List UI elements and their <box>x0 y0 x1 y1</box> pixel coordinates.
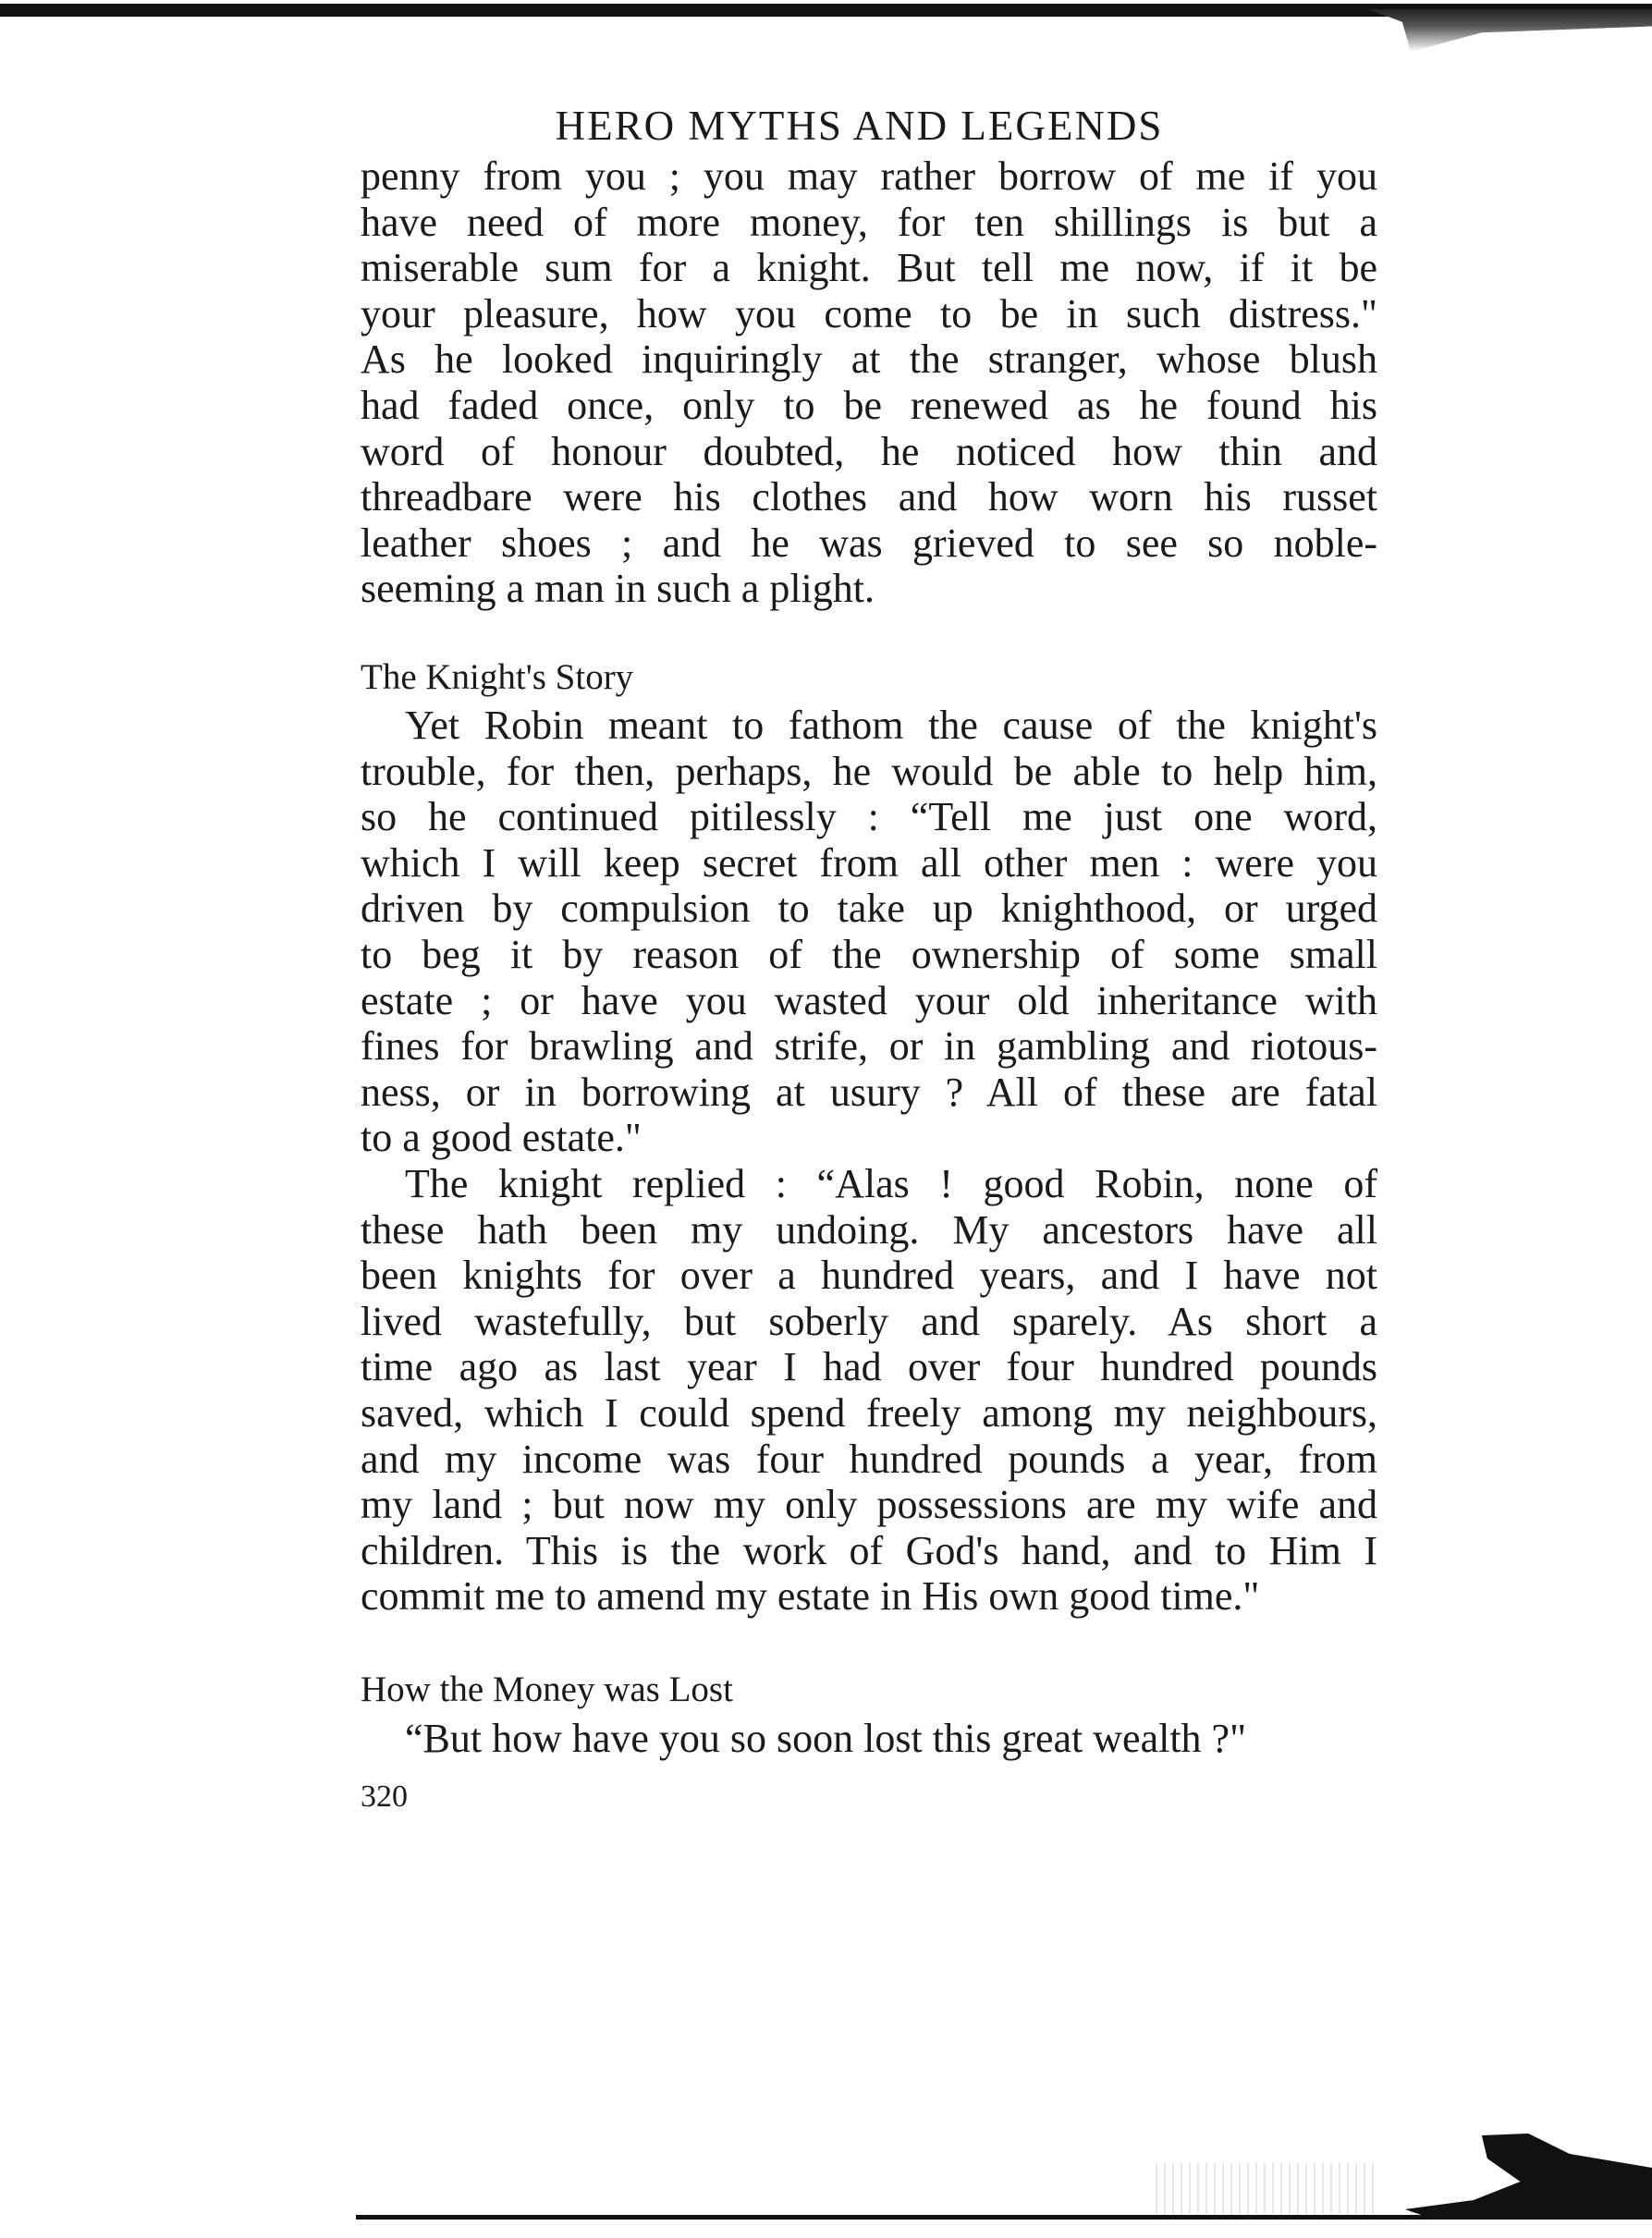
text-line: so he continued pitilessly : “Tell me just one word, <box>361 794 1377 840</box>
text-line: As he looked inquiringly at the stranger, whose blush <box>361 336 1377 383</box>
paragraph-2 <box>361 703 1377 1161</box>
text-line: estate ; or have you wasted your old inheritance with <box>361 977 1377 1023</box>
text-line: seeming a man in such a plight. <box>361 566 875 612</box>
text-line: time ago as last year I had over four hundred pounds <box>361 1344 1377 1390</box>
text-line: your pleasure, how you come to be in such distress." <box>361 290 1377 336</box>
text-line: to a good estate." <box>361 1115 642 1161</box>
scan-shadow-top <box>1368 9 1652 52</box>
scan-noise <box>1156 2163 1377 2214</box>
text-line: miserable sum for a knight. But tell me now, if it be <box>361 245 1377 291</box>
text-line: leather shoes ; and he was grieved to see so noble- <box>361 520 1377 566</box>
text-line: to beg it by reason of the ownership of some small <box>361 931 1377 977</box>
text-line: driven by compulsion to take up knighthood, or urged <box>361 886 1377 932</box>
text-line: have need of more money, for ten shillings is but a <box>361 199 1377 245</box>
text-line: saved, which I could spend freely among my neighbours, <box>361 1389 1377 1436</box>
text-line: ness, or in borrowing at usury ? All of these are fatal <box>361 1069 1377 1115</box>
text-line: “But how have you so soon lost this great wealth ?" <box>405 1716 1247 1761</box>
text-line: been knights for over a hundred years, and I have not <box>361 1253 1377 1299</box>
text-line: Yet Robin meant to fathom the cause of the knight's <box>405 703 1377 748</box>
section-heading-knights-story: The Knight's Story <box>361 657 634 697</box>
text-line: penny from you ; you may rather borrow of me if you <box>361 153 1377 199</box>
text-line: which I will keep secret from all other men : were you <box>361 839 1377 886</box>
text-line: word of honour doubted, he noticed how thin and <box>361 428 1377 474</box>
text-line: had faded once, only to be renewed as he found his <box>361 382 1377 428</box>
paragraph-4 <box>361 1716 1377 1762</box>
paragraph-1 <box>361 153 1377 612</box>
section-heading-money-lost: How the Money was Lost <box>361 1669 733 1709</box>
text-line: my land ; but now my only possessions are my wife and <box>361 1482 1377 1528</box>
scan-shadow-bottom <box>1377 2126 1652 2219</box>
text-line: threadbare were his clothes and how worn his russet <box>361 474 1377 520</box>
text-line: fines for brawling and strife, or in gambling and riotous- <box>361 1023 1377 1070</box>
text-line: commit me to amend my estate in His own good time." <box>361 1573 1260 1620</box>
page-number: 320 <box>361 1779 408 1814</box>
text-line: these hath been my undoing. My ancestors have all <box>361 1206 1377 1253</box>
text-line: lived wastefully, but soberly and sparely. As short a <box>361 1298 1377 1344</box>
text-line: and my income was four hundred pounds a year, from <box>361 1436 1377 1482</box>
text-line: trouble, for then, perhaps, he would be able to help him, <box>361 748 1377 794</box>
text-line: The knight replied : “Alas ! good Robin, none of <box>405 1161 1377 1206</box>
scan-edge-bottom <box>356 2215 1652 2220</box>
text-line: children. This is the work of God's hand, and to Him I <box>361 1527 1377 1573</box>
paragraph-3 <box>361 1161 1377 1620</box>
running-head: HERO MYTHS AND LEGENDS <box>555 103 1164 149</box>
